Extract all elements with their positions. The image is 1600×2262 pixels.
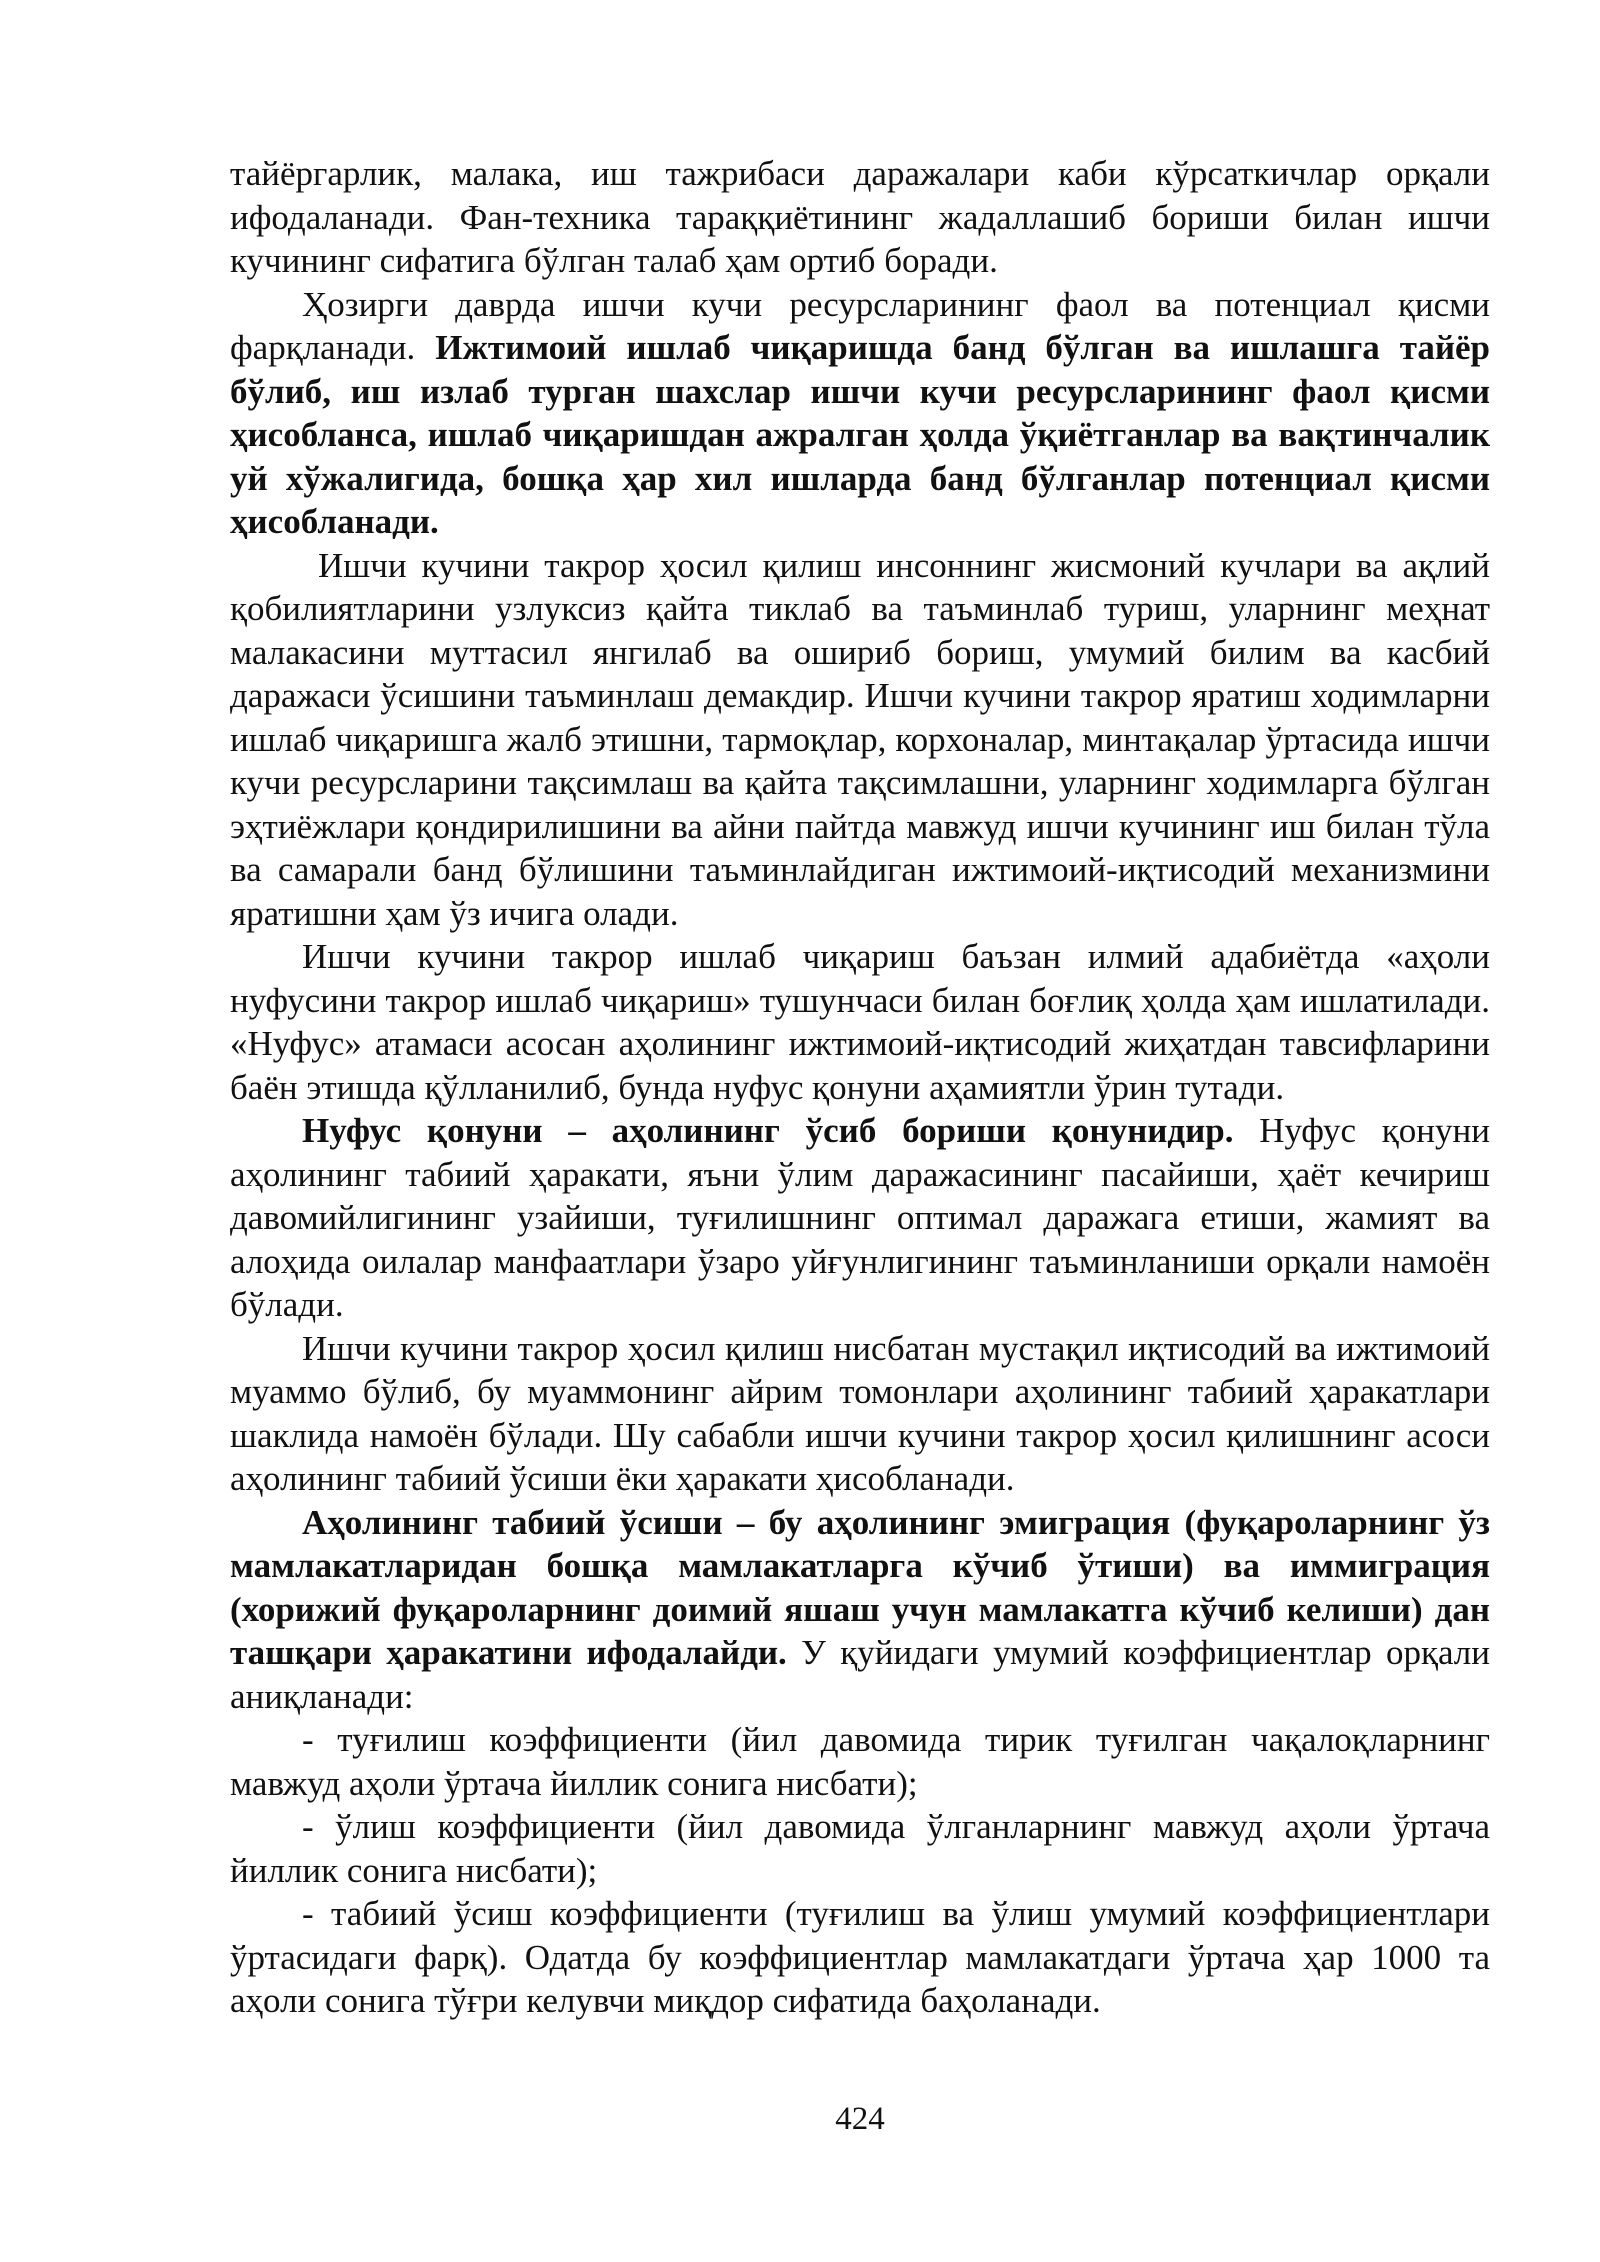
paragraph-7 bbox=[230, 1501, 1490, 1719]
paragraph-6 bbox=[230, 1327, 1490, 1501]
list-item-death-rate bbox=[230, 1805, 1490, 1892]
paragraph-bold-text: Аҳолининг табиий ўсиши – бу аҳолининг эмиграция (фуқароларнинг ўз мамлакатларидан бошқа мамлакатларга кўчиб ўтиши) ва иммиграция (хорижий фуқароларнинг доимий яшаш учун мамлакатга кўчиб келиши) дан ташқари ҳаракатини ифодалайди. bbox=[230, 1502, 1490, 1672]
list-item-natural-growth-rate bbox=[230, 1892, 1490, 2023]
paragraph-text: Ишчи кучини такрор ишлаб чиқариш баъзан илмий адабиётда «аҳоли нуфусини такрор ишлаб чиқариш» тушунчаси билан боғлиқ ҳолда ҳам ишлатилади. «Нуфус» атамаси асосан аҳолининг ижтимоий-иқтисодий жиҳатдан тавсифларини баён этишда қўлланилиб, бунда нуфус қонуни аҳамиятли ўрин тутади. bbox=[230, 937, 1490, 1107]
paragraph-text: Ишчи кучини такрор ҳосил қилиш инсоннинг жисмоний кучлари ва ақлий қобилиятларини узлуксиз қайта тиклаб ва таъминлаб туриш, уларнинг меҳнат малакасини муттасил янгилаб ва ошириб бориш, умумий билим ва касбий даражаси ўсишини таъминлаш демакдир. Ишчи кучини такрор яратиш ходимларни ишлаб чиқаришга жалб этишни, тармоқлар, корхоналар, минтақалар ўртасида ишчи кучи ресурсларини тақсимлаш ва қайта тақсимлашни, уларнинг ходимларга бўлган эҳтиёжлари қондирилишини ва айни пайтда мавжуд ишчи кучининг иш билан тўла ва самарали банд бўлишини таъминлайдиган ижтимоий-иқтисодий механизмини яратишни ҳам ўз ичига олади. bbox=[230, 545, 1490, 933]
paragraph-text: - туғилиш коэффициенти (йил давомида тирик туғилган чақалоқларнинг мавжуд аҳоли ўртача йиллик сонига нисбати); bbox=[230, 1720, 1490, 1803]
paragraph-4 bbox=[230, 935, 1490, 1109]
paragraph-text: - ўлиш коэффициенти (йил давомида ўлганларнинг мавжуд аҳоли ўртача йиллик сонига нисбати); bbox=[230, 1807, 1490, 1890]
paragraph-text: тайёргарлик, малака, иш тажрибаси даражалари каби кўрсаткичлар орқали ифодаланади. Фан-техника тараққиётининг жадаллашиб бориши билан ишчи кучининг сифатига бўлган талаб ҳам ортиб боради. bbox=[230, 154, 1490, 280]
paragraph-bold-text: Нуфус қонуни – аҳолининг ўсиб бориши қонунидир. bbox=[302, 1111, 1234, 1150]
paragraph-5 bbox=[230, 1109, 1490, 1327]
paragraph-text: У қуйидаги умумий коэффициентлар орқали аниқланади: bbox=[230, 1633, 1490, 1716]
paragraph-text: - табиий ўсиш коэффициенти (туғилиш ва ўлиш умумий коэффициентлари ўртасидаги фарқ). Одатда бу коэффициентлар мамлакатдаги ўртача ҳар 1000 та аҳоли сонига тўғри келувчи миқдор сифатида баҳоланади. bbox=[230, 1894, 1490, 2020]
paragraph-text: Ишчи кучини такрор ҳосил қилиш нисбатан мустақил иқтисодий ва ижтимоий муаммо бўлиб, бу муаммонинг айрим томонлари аҳолининг табиий ҳаракатлари шаклида намоён бўлади. Шу сабабли ишчи кучини такрор ҳосил қилишнинг асоси аҳолининг табиий ўсиши ёки ҳаракати ҳисобланади. bbox=[230, 1328, 1490, 1498]
document-page-body bbox=[230, 152, 1490, 2023]
paragraph-3 bbox=[230, 544, 1490, 936]
paragraph-2 bbox=[230, 283, 1490, 544]
paragraph-bold-text: Ижтимоий ишлаб чиқаришда банд бўлган ва ишлашга тайёр бўлиб, иш излаб турган шахслар ишчи кучи ресурсларининг фаол қисми ҳисобланса, ишлаб чиқаришдан ажралган ҳолда ўқиётганлар ва вақтинчалик уй хўжалигида, бошқа ҳар хил ишларда банд бўлганлар потенциал қисми ҳисобланади. bbox=[230, 328, 1490, 541]
paragraph-text: Ҳозирги даврда ишчи кучи ресурсларининг фаол ва потенциал қисми фарқланади. bbox=[230, 284, 1490, 367]
page-number: 424 bbox=[835, 2101, 885, 2137]
paragraph-1 bbox=[230, 152, 1490, 283]
paragraph-text: Нуфус қонуни аҳолининг табиий ҳаракати, яъни ўлим даражасининг пасайиши, ҳаёт кечириш давомийлигининг узайиши, туғилишнинг оптимал даражага етиши, жамият ва алоҳида оилалар манфаатлари ўзаро уйғунлигининг таъминланиши орқали намоён бўлади. bbox=[230, 1111, 1490, 1324]
list-item-birth-rate bbox=[230, 1718, 1490, 1805]
